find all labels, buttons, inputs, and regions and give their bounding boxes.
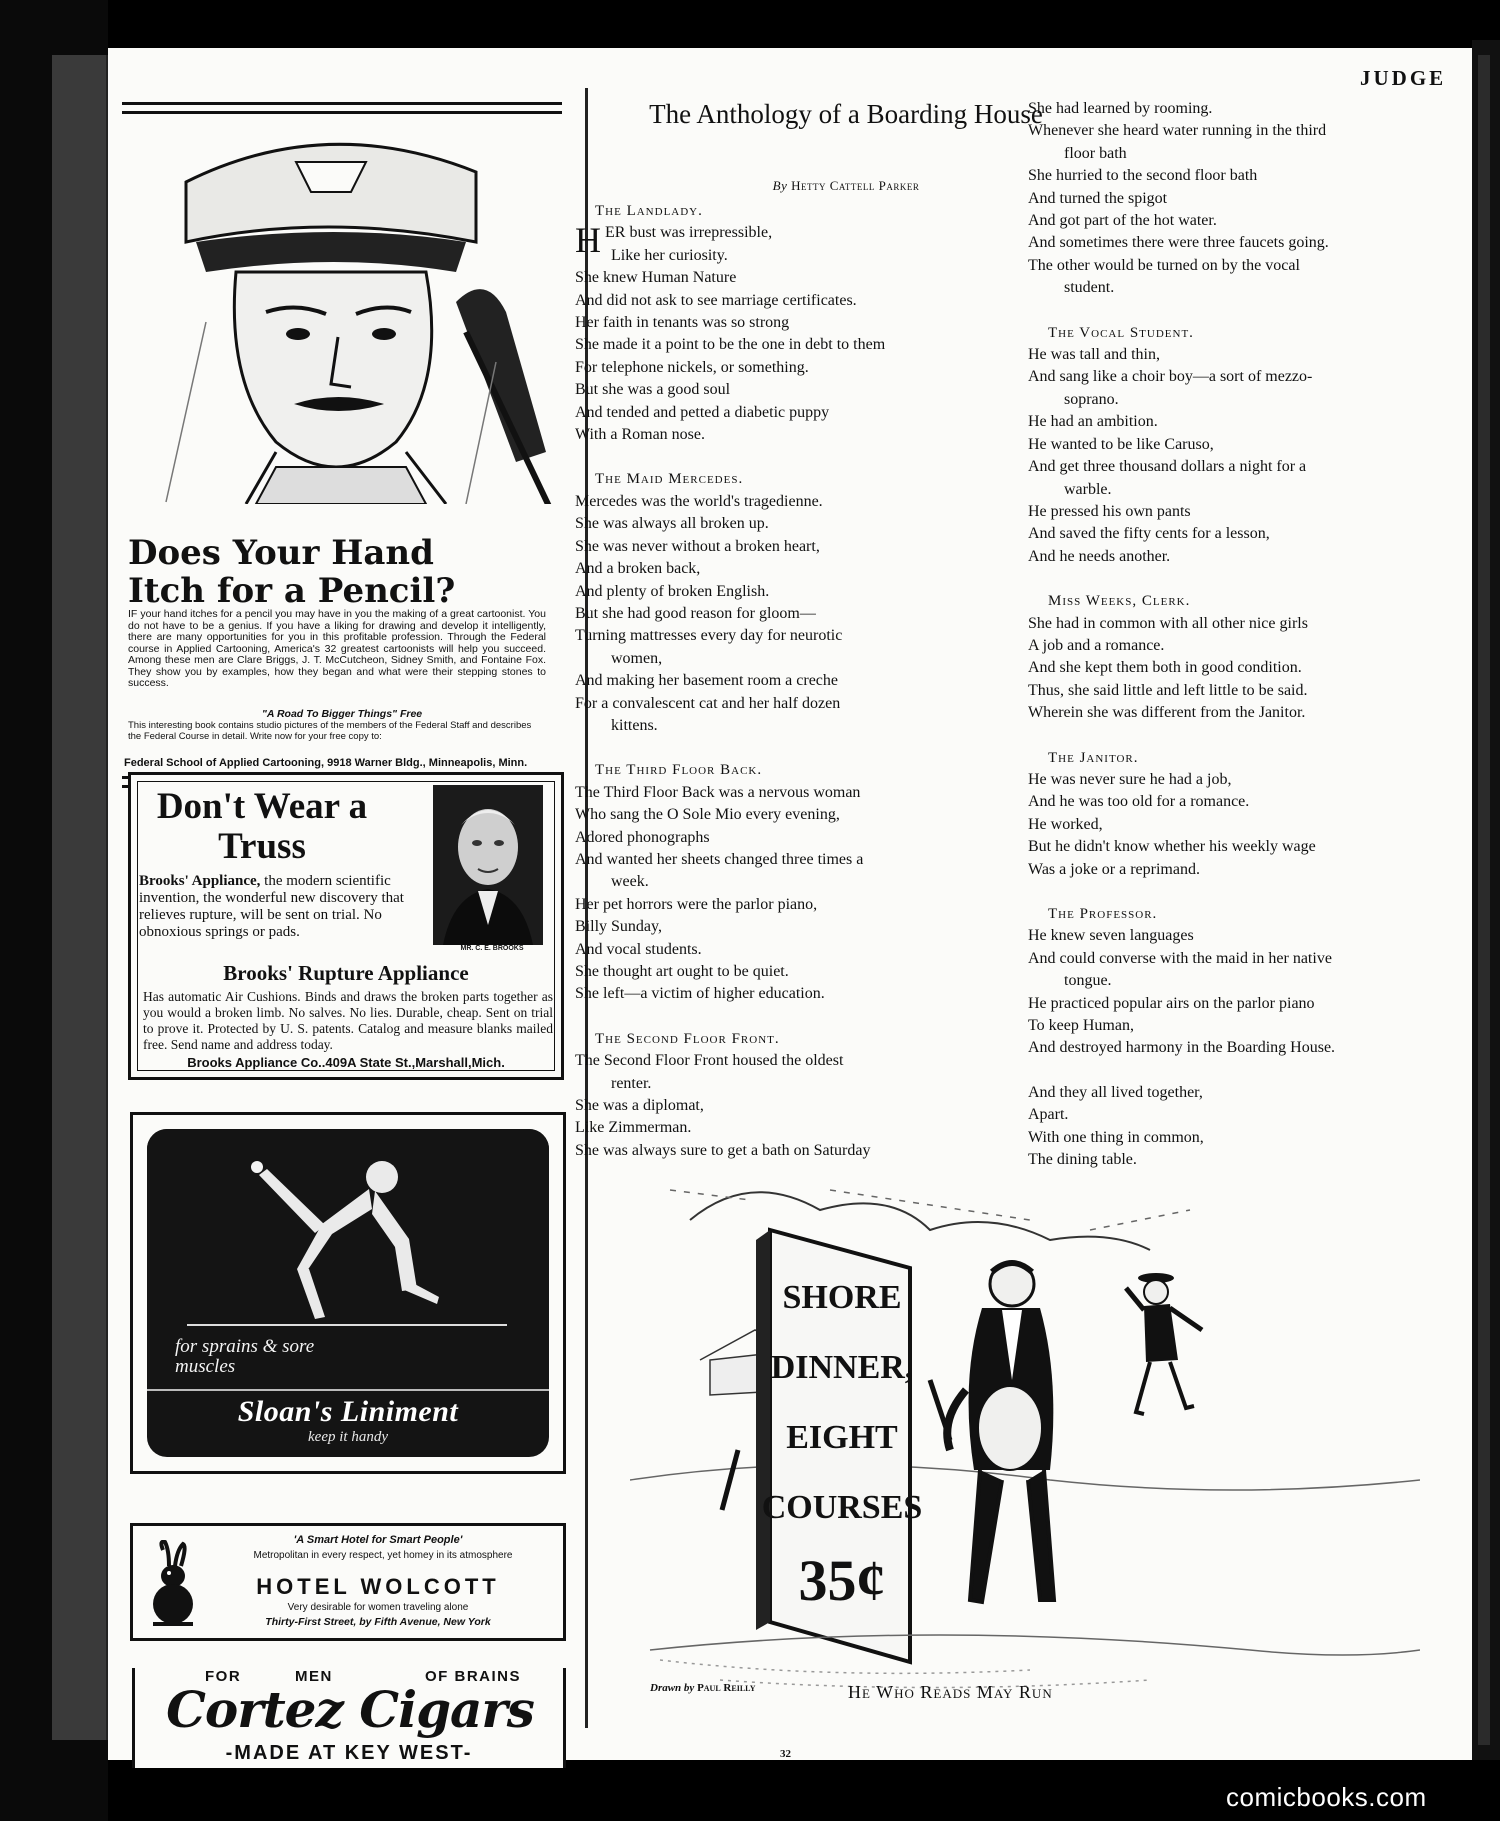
poem-line-text: Like Zimmerman. <box>575 1119 692 1137</box>
poem-line-text: And he was too old for a romance. <box>1028 793 1250 811</box>
poem-author: Hetty Cattell Parker <box>791 178 920 193</box>
poem-line-text: Mercedes was the world's tragedienne. <box>575 492 823 510</box>
poem-line-text: renter. <box>611 1074 652 1092</box>
ad-description <box>139 873 419 941</box>
credit-prefix: Drawn by <box>650 1682 695 1694</box>
sign-line: SHORE <box>782 1279 902 1316</box>
poem-line <box>575 1117 1095 1139</box>
poem-line-text: He worked, <box>1028 815 1103 833</box>
poem-line-text: She had in common with all other nice girls <box>1028 614 1308 632</box>
poem-line-text: floor bath <box>1064 144 1127 162</box>
section-heading: The Vocal Student. <box>1048 324 1194 341</box>
poem-section <box>575 200 1095 446</box>
poem-line <box>575 804 1095 826</box>
poem-line-text: She was always sure to get a bath on Saturday <box>575 1141 871 1159</box>
poem-line <box>1028 120 1500 142</box>
poem-line-text: He practiced popular airs on the parlor piano <box>1028 994 1315 1012</box>
poem-line <box>575 1140 1095 1162</box>
poem-section <box>1028 747 1500 881</box>
poem-line-text: She left—a victim of higher education. <box>575 985 825 1003</box>
poem-line <box>1028 143 1500 165</box>
poem-line <box>1028 814 1500 836</box>
ad-slogan: keep it handy <box>308 1429 388 1445</box>
poem-line-text: warble. <box>1064 480 1112 498</box>
poem-line-text: But she had good reason for gloom— <box>575 604 816 622</box>
poem-line <box>1028 791 1500 813</box>
poem-line-text: The Third Floor Back was a nervous woman <box>575 783 861 801</box>
poem-line-text: She was never without a broken heart, <box>575 537 820 555</box>
poem-line <box>575 715 1095 737</box>
poem-line-text: Her pet horrors were the parlor piano, <box>575 895 818 913</box>
poem-line-text: student. <box>1064 279 1115 297</box>
ad-body-text: IF your hand itches for a pencil you may have in you the making of a great cartoonist. You do not have to be a genius. If you have a liking for drawing and develop it intelligently, there are many opportunities for you in this profitable profession. Through the Federal course in Applied Cartooning, America's 32 greatest cartoonists will help you succeed. Among these men are Clare Briggs, J. T. McCutcheon, Sidney Smith, and Fontaine Fox. They show you by examples, how they began and what were their stepping stones to success. <box>128 608 546 689</box>
hotel-name: HOTEL WOLCOTT <box>256 1574 500 1599</box>
hotel-note: Very desirable for women traveling alone <box>287 1602 469 1613</box>
cigar-ad <box>132 1668 566 1768</box>
poem-line-text: And did not ask to see marriage certificates. <box>575 291 857 309</box>
poem-line <box>1028 836 1500 858</box>
poem-line-text: She knew Human Nature <box>575 269 737 287</box>
poem-line-text: soprano. <box>1064 390 1119 408</box>
poem-section <box>575 1028 1095 1162</box>
section-heading: The Second Floor Front. <box>595 1030 780 1047</box>
poem-line-text: tongue. <box>1064 972 1112 990</box>
poem-line <box>1028 970 1500 992</box>
poem-line <box>1028 1104 1500 1126</box>
poem-line <box>1028 366 1500 388</box>
ad-headline: Does Your Hand Itch for a Pencil? <box>128 533 456 611</box>
liniment-ad <box>130 1112 566 1474</box>
ad-offer-text: This interesting book contains studio pictures of the members of the Federal Staff and describes the Federal Course in detail. Write now for your free copy to: <box>128 720 532 742</box>
magazine-page <box>108 48 1472 1764</box>
ad-top-rule <box>122 102 562 114</box>
page-number: 32 <box>780 1748 791 1760</box>
section-heading: Miss Weeks, Clerk. <box>1048 593 1191 610</box>
poem-line-text: A job and a romance. <box>1028 636 1165 654</box>
poem-line-text: Who sang the O Sole Mio every evening, <box>575 806 840 824</box>
poem-section <box>575 468 1095 737</box>
poem-line <box>575 827 1095 849</box>
poem-line-text: Billy Sunday, <box>575 918 662 936</box>
ad-headline: Don't Wear a Truss <box>156 786 368 867</box>
cigar-top-left: FOR <box>205 1668 242 1685</box>
poem-line-text: Turning mattresses every day for neurotic <box>575 627 843 645</box>
poem-line <box>1028 635 1500 657</box>
poem-line-text: But he didn't know whether his weekly wage <box>1028 838 1316 856</box>
cigar-top-mid: MEN <box>295 1668 333 1685</box>
poem-line <box>1028 501 1500 523</box>
poem-line-text: And sang like a choir boy—a sort of mezzo- <box>1028 368 1313 386</box>
poem-column-right <box>1028 98 1500 1171</box>
poem-line-text: week. <box>611 873 649 891</box>
poem-line-text: The dining table. <box>1028 1151 1137 1169</box>
poem-section <box>575 759 1095 1005</box>
poem-line-text: The other would be turned on by the vocal <box>1028 256 1300 274</box>
poem-line-text: And vocal students. <box>575 940 702 958</box>
cartoon-artist: Paul Reilly <box>697 1682 756 1694</box>
poem-line <box>1028 680 1500 702</box>
poem-line <box>1028 1127 1500 1149</box>
drop-cap: H <box>575 220 601 261</box>
poem-line <box>575 245 1095 267</box>
poem-line <box>575 491 1095 513</box>
poem-line-text: He had an ambition. <box>1028 413 1158 431</box>
poem-line-text: With one thing in common, <box>1028 1128 1204 1146</box>
poem-line <box>1028 993 1500 1015</box>
poem-line <box>575 871 1095 893</box>
poem-line <box>1028 456 1500 478</box>
poem-line <box>575 648 1095 670</box>
poem-line-text: For telephone nickels, or something. <box>575 358 809 376</box>
poem-line <box>575 961 1095 983</box>
ad-subhead: Brooks' Rupture Appliance <box>223 961 469 985</box>
poem-line <box>575 290 1095 312</box>
poem-line-text: And plenty of broken English. <box>575 582 770 600</box>
poem-line-text: But she was a good soul <box>575 381 731 399</box>
poem-line-text: And she kept them both in good condition. <box>1028 659 1302 677</box>
ad-detail-text: Has automatic Air Cushions. Binds and draws the broken parts together as you would a broken limb. No salves. No lies. Durable, cheap. Sent on trial to prove it. Protected by U. S. patents. Catalog and measure blanks mailed free. Send name and address today. <box>143 989 553 1052</box>
poem-line-text: Whenever she heard water running in the third <box>1028 122 1327 140</box>
poem-section <box>1028 903 1500 1060</box>
pitcher-figure-illustration <box>147 1129 549 1339</box>
poem-line-text: Like her curiosity. <box>611 246 728 264</box>
poem-line-text: Her faith in tenants was so strong <box>575 314 790 332</box>
poem-line-text: And sometimes there were three faucets going. <box>1028 234 1329 252</box>
poem-line-text: Apart. <box>1028 1106 1069 1124</box>
poem-line-text: He pressed his own pants <box>1028 502 1191 520</box>
poem-line <box>1028 546 1500 568</box>
poem-line <box>1028 859 1500 881</box>
poem-line-text: She had learned by rooming. <box>1028 100 1213 117</box>
cartoon-credit <box>650 1682 756 1694</box>
poem-line <box>1028 948 1500 970</box>
poem-line <box>1028 925 1500 947</box>
poem-line <box>575 558 1095 580</box>
sign-line: EIGHT <box>786 1419 898 1456</box>
poem-line <box>1028 255 1500 277</box>
poem-line <box>1028 232 1500 254</box>
byline-prefix: By <box>772 178 788 193</box>
poem-line-text: To keep Human, <box>1028 1017 1134 1035</box>
poem-line <box>575 334 1095 356</box>
poem-line <box>575 782 1095 804</box>
poem-line <box>575 849 1095 871</box>
truss-ad <box>128 772 564 1080</box>
poem-line <box>575 939 1095 961</box>
poem-line-text: He knew seven languages <box>1028 927 1194 945</box>
poem-line-text: And tended and petted a diabetic puppy <box>575 403 830 421</box>
poem-line <box>1028 769 1500 791</box>
ad-brand-name: Sloan's Liniment <box>147 1389 549 1429</box>
ad-description-text: the modern scientific invention, the wonderful new discovery that relieves rupture, will be sent on trial. No obnoxious springs or pads. <box>139 873 404 940</box>
running-head: JUDGE <box>1360 66 1447 90</box>
poem-line <box>575 1073 1095 1095</box>
poem-line-text: And get three thousand dollars a night for a <box>1028 458 1307 476</box>
poem-column-left <box>575 200 1095 1162</box>
sign-line: COURSES <box>761 1489 923 1526</box>
sign-line: 35¢ <box>798 1548 886 1613</box>
poem-line-text: With a Roman nose. <box>575 426 705 444</box>
poem-line <box>1028 702 1500 724</box>
cartoon-title: He Who Reads May Run <box>848 1682 1053 1702</box>
poem-line <box>575 312 1095 334</box>
poem-line-text: She hurried to the second floor bath <box>1028 167 1258 185</box>
poem-line <box>575 916 1095 938</box>
watermark: comicbooks.com <box>1226 1782 1427 1812</box>
poem-line <box>1028 344 1500 366</box>
poem-line <box>575 983 1095 1005</box>
ad-address: Federal School of Applied Cartooning, 9918 Warner Bldg., Minneapolis, Minn. <box>124 757 528 769</box>
poem-line <box>1028 1015 1500 1037</box>
section-heading: The Professor. <box>1048 906 1158 922</box>
poem-section <box>1028 590 1500 724</box>
poem-line-text: And a broken back, <box>575 560 701 578</box>
poem-line <box>1028 434 1500 456</box>
poem-line-text: kittens. <box>611 716 658 734</box>
poem-line <box>1028 210 1500 232</box>
poem-line-text: She was always all broken up. <box>575 515 769 533</box>
poem-line <box>1028 165 1500 187</box>
poem-line <box>575 581 1095 603</box>
ad-panel <box>147 1129 549 1457</box>
poem-line-text: And saved the fifty cents for a lesson, <box>1028 525 1270 543</box>
poem-line <box>1028 389 1500 411</box>
hotel-slogan: 'A Smart Hotel for Smart People' <box>293 1534 463 1546</box>
poem-line <box>1028 277 1500 299</box>
poem-line-text: The Second Floor Front housed the oldest <box>575 1052 844 1070</box>
poem-line-text: Thus, she said little and left little to be said. <box>1028 681 1308 699</box>
section-heading: The Maid Mercedes. <box>595 471 744 488</box>
binding-strip <box>52 55 110 1740</box>
poem-line <box>1028 479 1500 501</box>
poem-line <box>575 513 1095 535</box>
poem-line-text: And they all lived together, <box>1028 1083 1203 1101</box>
poem-line <box>575 379 1095 401</box>
poem-line-text: He wanted to be like Caruso, <box>1028 435 1214 453</box>
cigar-origin-line: -MADE AT KEY WEST- <box>225 1742 473 1764</box>
poem-line <box>575 625 1095 647</box>
poem-line-text: And turned the spigot <box>1028 189 1168 207</box>
poem-line <box>575 1050 1095 1072</box>
ad-offer: "A Road To Bigger Things" Free <box>261 708 423 720</box>
poem-line <box>575 424 1095 446</box>
section-heading: The Landlady. <box>595 203 703 219</box>
sign-line: DINNER, <box>770 1349 914 1386</box>
poem-line <box>1028 523 1500 545</box>
cigar-top-right: OF BRAINS <box>425 1668 521 1685</box>
poem-line-text: He was tall and thin, <box>1028 346 1160 364</box>
poem-line-text: And destroyed harmony in the Boarding House. <box>1028 1039 1336 1057</box>
poem-section <box>1028 98 1500 300</box>
poem-line-text: Was a joke or a reprimand. <box>1028 860 1200 878</box>
poem-line-text: And making her basement room a creche <box>575 672 839 690</box>
poem-line <box>1028 1082 1500 1104</box>
portrait-photo <box>433 785 543 945</box>
poem-line-text: And wanted her sheets changed three times a <box>575 850 864 868</box>
poem-line <box>575 693 1095 715</box>
poem-line <box>575 670 1095 692</box>
poem-line <box>1028 1149 1500 1171</box>
poem-line-text: He was never sure he had a job, <box>1028 770 1232 788</box>
portrait-caption: MR. C. E. BROOKS <box>460 945 524 952</box>
poem-line <box>575 603 1095 625</box>
poem-line-text: And got part of the hot water. <box>1028 212 1217 230</box>
poem-line-text: ER bust was irrepressible, <box>605 224 773 242</box>
ad-tagline: for sprains & sore muscles <box>175 1336 315 1377</box>
poem-section <box>1028 322 1500 568</box>
poem-line-text: She was a diplomat, <box>575 1097 704 1115</box>
poem-line-text: She thought art ought to be quiet. <box>575 963 789 980</box>
poem-line <box>575 402 1095 424</box>
poem-section <box>1028 1082 1500 1172</box>
cigar-brand-name: Cortez Cigars <box>166 1680 534 1739</box>
poem-line <box>575 894 1095 916</box>
hotel-ad <box>130 1523 566 1641</box>
officer-sketch-illustration <box>126 122 566 504</box>
poem-title: The Anthology of a Boarding House <box>649 99 1043 129</box>
poem-line <box>575 536 1095 558</box>
ad-address: Brooks Appliance Co..409A State St.,Marshall,Mich. <box>187 1055 505 1070</box>
poem-line <box>1028 1037 1500 1059</box>
poem-line <box>1028 411 1500 433</box>
hotel-description: Metropolitan in every respect, yet homey in its atmosphere <box>253 1550 513 1561</box>
poem-line <box>1028 613 1500 635</box>
cartoon-illustration <box>630 1180 1420 1700</box>
poem-line-text: Adored phonographs <box>575 828 710 846</box>
hotel-address: Thirty-First Street, by Fifth Avenue, New York <box>265 1616 491 1628</box>
poem-line <box>1028 98 1500 120</box>
poem-line-text: For a convalescent cat and her half dozen <box>575 694 841 712</box>
poem-line <box>575 357 1095 379</box>
poem-line-text: Wherein she was different from the Janitor. <box>1028 704 1306 722</box>
poem-line <box>575 267 1095 289</box>
section-heading: The Janitor. <box>1048 749 1139 766</box>
poem-line-text: And could converse with the maid in her native <box>1028 949 1332 967</box>
poem-line-text: And he needs another. <box>1028 547 1171 565</box>
ad-description-lead: Brooks' Appliance, <box>139 873 261 889</box>
poem-line <box>1028 657 1500 679</box>
poem-line <box>1028 188 1500 210</box>
cartooning-ad <box>122 102 562 794</box>
poem-line-text: She made it a point to be the one in debt to them <box>575 336 886 354</box>
poem-line-text: women, <box>611 649 663 667</box>
poem-line <box>575 1095 1095 1117</box>
section-heading: The Third Floor Back. <box>595 762 763 779</box>
